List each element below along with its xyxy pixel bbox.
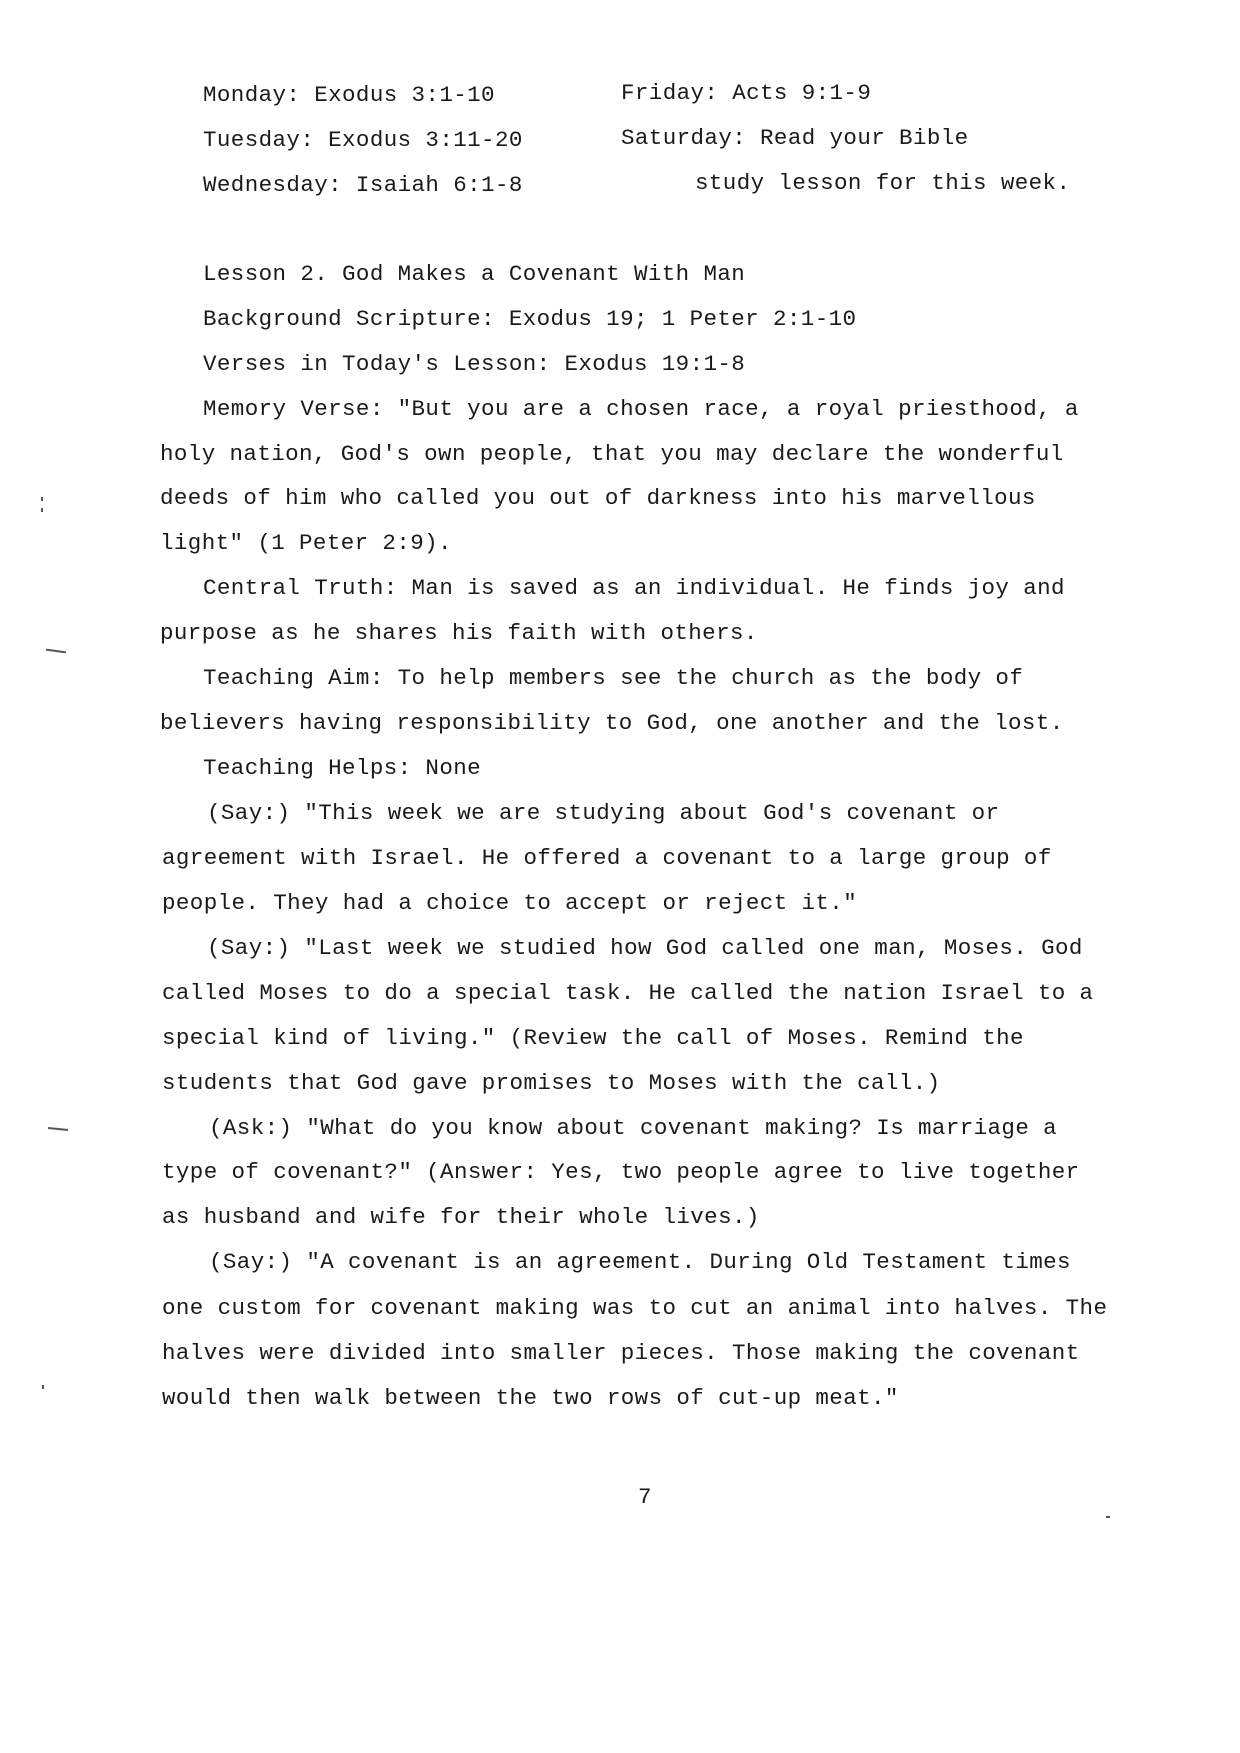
body-line: holy nation, God's own people, that you may declare the wonderful bbox=[160, 441, 1064, 467]
schedule-monday: Monday: Exodus 3:1-10 bbox=[203, 82, 495, 108]
scan-speck bbox=[42, 1385, 44, 1389]
body-line: special kind of living." (Review the call of Moses. Remind the bbox=[162, 1025, 1024, 1051]
body-line: students that God gave promises to Moses with the call.) bbox=[162, 1070, 941, 1096]
lesson-verses: Verses in Today's Lesson: Exodus 19:1-8 bbox=[203, 351, 746, 377]
body-line: people. They had a choice to accept or reject it." bbox=[162, 890, 858, 916]
central-truth-line: Central Truth: Man is saved as an individual. He finds joy and bbox=[203, 575, 1065, 601]
schedule-saturday-continued: study lesson for this week. bbox=[695, 170, 1071, 196]
schedule-tuesday: Tuesday: Exodus 3:11-20 bbox=[203, 127, 523, 153]
body-line: called Moses to do a special task. He called the nation Israel to a bbox=[162, 980, 1094, 1006]
background-scripture: Background Scripture: Exodus 19; 1 Peter 2:1-10 bbox=[203, 306, 857, 332]
body-line: would then walk between the two rows of cut-up meat." bbox=[162, 1385, 899, 1411]
scan-speck bbox=[41, 508, 43, 512]
page-number: 7 bbox=[638, 1484, 652, 1510]
memory-verse-line: Memory Verse: "But you are a chosen race, a royal priesthood, a bbox=[203, 396, 1079, 422]
body-line: halves were divided into smaller pieces. Those making the covenant bbox=[162, 1340, 1080, 1366]
body-line: believers having responsibility to God, one another and the lost. bbox=[160, 710, 1064, 736]
body-line: deeds of him who called you out of darkness into his marvellous bbox=[160, 485, 1036, 511]
teaching-helps-line: Teaching Helps: None bbox=[203, 755, 482, 781]
say-paragraph-line: (Say:) "A covenant is an agreement. During Old Testament times bbox=[209, 1249, 1071, 1275]
scan-speck bbox=[48, 1127, 68, 1131]
body-line: purpose as he shares his faith with others. bbox=[160, 620, 758, 646]
schedule-saturday: Saturday: Read your Bible bbox=[621, 125, 969, 151]
say-paragraph-line: (Say:) "This week we are studying about God's covenant or bbox=[207, 800, 1000, 826]
scan-speck bbox=[1106, 1516, 1110, 1518]
body-line: type of covenant?" (Answer: Yes, two people agree to live together bbox=[162, 1159, 1080, 1185]
lesson-title: Lesson 2. God Makes a Covenant With Man bbox=[203, 261, 746, 287]
body-line: light" (1 Peter 2:9). bbox=[160, 530, 452, 556]
body-line: agreement with Israel. He offered a covenant to a large group of bbox=[162, 845, 1052, 871]
ask-paragraph-line: (Ask:) "What do you know about covenant making? Is marriage a bbox=[209, 1115, 1058, 1141]
schedule-friday: Friday: Acts 9:1-9 bbox=[621, 80, 872, 106]
body-line: as husband and wife for their whole lives.) bbox=[162, 1204, 760, 1230]
scan-speck bbox=[41, 497, 43, 501]
body-line: one custom for covenant making was to cut an animal into halves. The bbox=[162, 1295, 1108, 1321]
say-paragraph-line: (Say:) "Last week we studied how God called one man, Moses. God bbox=[207, 935, 1083, 961]
teaching-aim-line: Teaching Aim: To help members see the church as the body of bbox=[203, 665, 1024, 691]
scan-speck bbox=[46, 649, 66, 654]
schedule-wednesday: Wednesday: Isaiah 6:1-8 bbox=[203, 172, 523, 198]
